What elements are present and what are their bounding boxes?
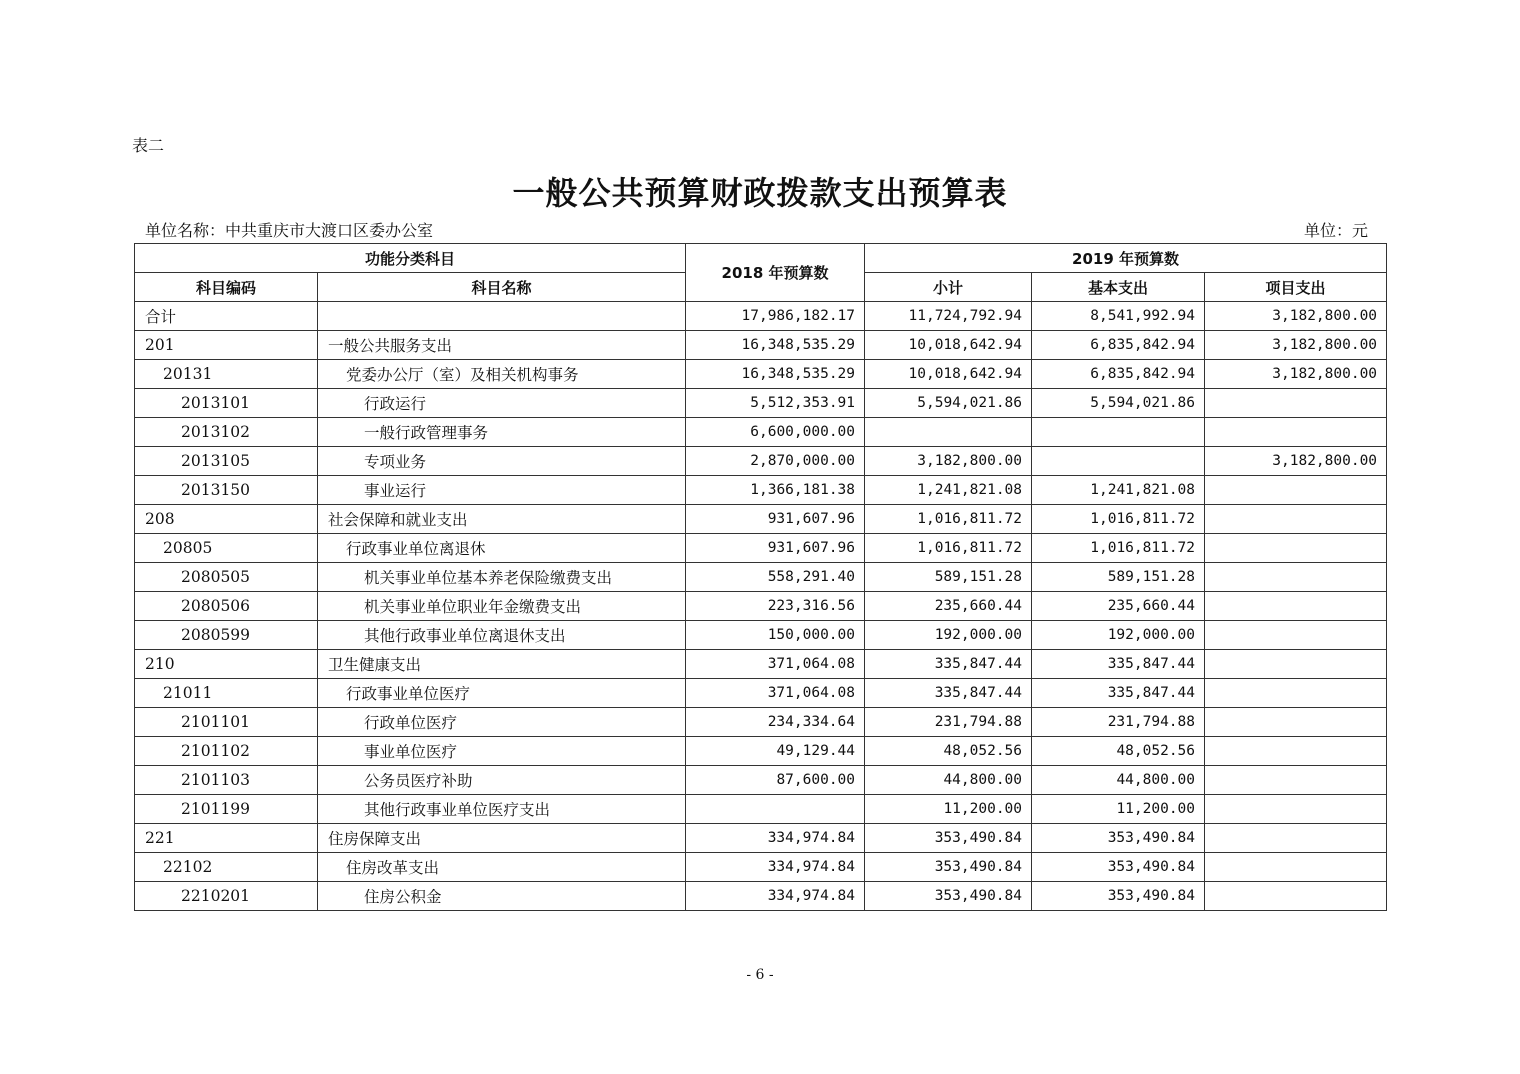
code-cell: 2080506 xyxy=(135,592,318,621)
project-cell xyxy=(1205,534,1387,563)
code-cell: 2101199 xyxy=(135,795,318,824)
code-cell: 20131 xyxy=(135,360,318,389)
name-cell: 社会保障和就业支出 xyxy=(318,505,686,534)
name-cell: 住房改革支出 xyxy=(318,853,686,882)
budget-2018-cell: 334,974.84 xyxy=(686,824,865,853)
budget-2018-cell: 1,366,181.38 xyxy=(686,476,865,505)
subtotal-cell: 353,490.84 xyxy=(865,882,1032,911)
name-cell: 机关事业单位基本养老保险缴费支出 xyxy=(318,563,686,592)
budget-2018-cell xyxy=(686,795,865,824)
basic-cell: 5,594,021.86 xyxy=(1032,389,1205,418)
table-row xyxy=(135,766,1387,795)
code-cell: 2013105 xyxy=(135,447,318,476)
code-cell: 201 xyxy=(135,331,318,360)
budget-table xyxy=(134,243,1387,911)
project-cell xyxy=(1205,708,1387,737)
name-cell xyxy=(318,302,686,331)
unit-name: 单位名称：中共重庆市大渡口区委办公室 xyxy=(145,221,434,240)
project-cell xyxy=(1205,621,1387,650)
project-cell xyxy=(1205,650,1387,679)
budget-2018-cell: 371,064.08 xyxy=(686,650,865,679)
project-cell xyxy=(1205,563,1387,592)
budget-2018-cell: 49,129.44 xyxy=(686,737,865,766)
project-cell xyxy=(1205,418,1387,447)
name-cell: 机关事业单位职业年金缴费支出 xyxy=(318,592,686,621)
subtotal-cell: 589,151.28 xyxy=(865,563,1032,592)
code-cell: 2013101 xyxy=(135,389,318,418)
code-cell: 2101102 xyxy=(135,737,318,766)
table-row xyxy=(135,331,1387,360)
basic-cell xyxy=(1032,447,1205,476)
subtotal-cell: 11,724,792.94 xyxy=(865,302,1032,331)
table-row xyxy=(135,824,1387,853)
budget-2018-cell: 5,512,353.91 xyxy=(686,389,865,418)
table-row xyxy=(135,418,1387,447)
name-cell: 公务员医疗补助 xyxy=(318,766,686,795)
name-cell: 一般行政管理事务 xyxy=(318,418,686,447)
budget-2018-cell: 334,974.84 xyxy=(686,853,865,882)
name-cell: 行政运行 xyxy=(318,389,686,418)
header-code: 科目编码 xyxy=(135,273,318,302)
code-cell: 22102 xyxy=(135,853,318,882)
budget-2018-cell: 6,600,000.00 xyxy=(686,418,865,447)
table-row xyxy=(135,360,1387,389)
budget-2018-cell: 16,348,535.29 xyxy=(686,331,865,360)
code-cell: 20805 xyxy=(135,534,318,563)
currency-unit: 单位：元 xyxy=(1304,221,1369,240)
project-cell xyxy=(1205,766,1387,795)
budget-2018-cell: 16,348,535.29 xyxy=(686,360,865,389)
name-cell: 行政事业单位医疗 xyxy=(318,679,686,708)
table-row xyxy=(135,795,1387,824)
subtotal-cell: 5,594,021.86 xyxy=(865,389,1032,418)
basic-cell: 48,052.56 xyxy=(1032,737,1205,766)
basic-cell: 6,835,842.94 xyxy=(1032,360,1205,389)
header-name: 科目名称 xyxy=(318,273,686,302)
header-budget-2019: 2019 年预算数 xyxy=(865,244,1387,273)
name-cell: 行政事业单位离退休 xyxy=(318,534,686,563)
project-cell: 3,182,800.00 xyxy=(1205,447,1387,476)
budget-2018-cell: 931,607.96 xyxy=(686,505,865,534)
table-row xyxy=(135,621,1387,650)
subtotal-cell: 335,847.44 xyxy=(865,679,1032,708)
project-cell xyxy=(1205,882,1387,911)
subtotal-cell: 1,016,811.72 xyxy=(865,505,1032,534)
project-cell xyxy=(1205,824,1387,853)
code-cell: 210 xyxy=(135,650,318,679)
basic-cell: 353,490.84 xyxy=(1032,824,1205,853)
basic-cell: 353,490.84 xyxy=(1032,853,1205,882)
header-row-1 xyxy=(135,244,1387,273)
name-cell: 一般公共服务支出 xyxy=(318,331,686,360)
subtotal-cell: 192,000.00 xyxy=(865,621,1032,650)
budget-2018-cell: 234,334.64 xyxy=(686,708,865,737)
project-cell xyxy=(1205,737,1387,766)
subtotal-cell: 231,794.88 xyxy=(865,708,1032,737)
name-cell: 党委办公厅（室）及相关机构事务 xyxy=(318,360,686,389)
header-budget-2018: 2018 年预算数 xyxy=(686,244,865,302)
budget-2018-cell: 87,600.00 xyxy=(686,766,865,795)
code-cell: 2080599 xyxy=(135,621,318,650)
table-row xyxy=(135,476,1387,505)
project-cell xyxy=(1205,853,1387,882)
header-basic: 基本支出 xyxy=(1032,273,1205,302)
name-cell: 卫生健康支出 xyxy=(318,650,686,679)
subtotal-cell: 3,182,800.00 xyxy=(865,447,1032,476)
basic-cell: 353,490.84 xyxy=(1032,882,1205,911)
table-row xyxy=(135,853,1387,882)
basic-cell: 589,151.28 xyxy=(1032,563,1205,592)
name-cell: 其他行政事业单位离退休支出 xyxy=(318,621,686,650)
table-row xyxy=(135,708,1387,737)
subtotal-cell xyxy=(865,418,1032,447)
project-cell: 3,182,800.00 xyxy=(1205,302,1387,331)
subtotal-cell: 10,018,642.94 xyxy=(865,360,1032,389)
basic-cell: 1,016,811.72 xyxy=(1032,534,1205,563)
project-cell xyxy=(1205,592,1387,621)
basic-cell: 1,241,821.08 xyxy=(1032,476,1205,505)
project-cell: 3,182,800.00 xyxy=(1205,331,1387,360)
table-row xyxy=(135,737,1387,766)
table-row xyxy=(135,302,1387,331)
table-row xyxy=(135,592,1387,621)
basic-cell: 1,016,811.72 xyxy=(1032,505,1205,534)
subtotal-cell: 11,200.00 xyxy=(865,795,1032,824)
basic-cell: 335,847.44 xyxy=(1032,679,1205,708)
name-cell: 专项业务 xyxy=(318,447,686,476)
code-cell: 2013150 xyxy=(135,476,318,505)
table-row xyxy=(135,650,1387,679)
name-cell: 住房公积金 xyxy=(318,882,686,911)
subtotal-cell: 10,018,642.94 xyxy=(865,331,1032,360)
subtotal-cell: 235,660.44 xyxy=(865,592,1032,621)
code-cell: 2101101 xyxy=(135,708,318,737)
basic-cell: 335,847.44 xyxy=(1032,650,1205,679)
code-cell: 2210201 xyxy=(135,882,318,911)
table-row xyxy=(135,505,1387,534)
table-row xyxy=(135,679,1387,708)
basic-cell: 11,200.00 xyxy=(1032,795,1205,824)
subtotal-cell: 1,016,811.72 xyxy=(865,534,1032,563)
header-subtotal: 小计 xyxy=(865,273,1032,302)
budget-2018-cell: 558,291.40 xyxy=(686,563,865,592)
subtotal-cell: 1,241,821.08 xyxy=(865,476,1032,505)
project-cell xyxy=(1205,389,1387,418)
header-function-category: 功能分类科目 xyxy=(135,244,686,273)
subtotal-cell: 353,490.84 xyxy=(865,853,1032,882)
subtotal-cell: 44,800.00 xyxy=(865,766,1032,795)
name-cell: 事业单位医疗 xyxy=(318,737,686,766)
budget-2018-cell: 2,870,000.00 xyxy=(686,447,865,476)
code-cell: 208 xyxy=(135,505,318,534)
name-cell: 事业运行 xyxy=(318,476,686,505)
name-cell: 住房保障支出 xyxy=(318,824,686,853)
basic-cell: 231,794.88 xyxy=(1032,708,1205,737)
budget-2018-cell: 150,000.00 xyxy=(686,621,865,650)
name-cell: 其他行政事业单位医疗支出 xyxy=(318,795,686,824)
project-cell xyxy=(1205,505,1387,534)
project-cell: 3,182,800.00 xyxy=(1205,360,1387,389)
code-cell: 2080505 xyxy=(135,563,318,592)
table-row xyxy=(135,563,1387,592)
budget-2018-cell: 17,986,182.17 xyxy=(686,302,865,331)
subtotal-cell: 48,052.56 xyxy=(865,737,1032,766)
subtotal-cell: 353,490.84 xyxy=(865,824,1032,853)
basic-cell: 8,541,992.94 xyxy=(1032,302,1205,331)
code-cell: 2101103 xyxy=(135,766,318,795)
table-row xyxy=(135,534,1387,563)
code-cell: 2013102 xyxy=(135,418,318,447)
subtotal-cell: 335,847.44 xyxy=(865,650,1032,679)
budget-2018-cell: 931,607.96 xyxy=(686,534,865,563)
budget-2018-cell: 334,974.84 xyxy=(686,882,865,911)
table-row xyxy=(135,389,1387,418)
header-project: 项目支出 xyxy=(1205,273,1387,302)
project-cell xyxy=(1205,476,1387,505)
code-cell: 221 xyxy=(135,824,318,853)
project-cell xyxy=(1205,795,1387,824)
table-row xyxy=(135,447,1387,476)
code-cell: 合计 xyxy=(135,302,318,331)
table-row xyxy=(135,882,1387,911)
code-cell: 21011 xyxy=(135,679,318,708)
name-cell: 行政单位医疗 xyxy=(318,708,686,737)
basic-cell: 44,800.00 xyxy=(1032,766,1205,795)
page-number: - 6 - xyxy=(746,967,774,983)
table-body xyxy=(135,302,1387,911)
budget-2018-cell: 223,316.56 xyxy=(686,592,865,621)
table-label: 表二 xyxy=(132,136,165,155)
basic-cell: 192,000.00 xyxy=(1032,621,1205,650)
basic-cell: 6,835,842.94 xyxy=(1032,331,1205,360)
project-cell xyxy=(1205,679,1387,708)
budget-2018-cell: 371,064.08 xyxy=(686,679,865,708)
basic-cell: 235,660.44 xyxy=(1032,592,1205,621)
basic-cell xyxy=(1032,418,1205,447)
page-title: 一般公共预算财政拨款支出预算表 xyxy=(512,174,1008,212)
